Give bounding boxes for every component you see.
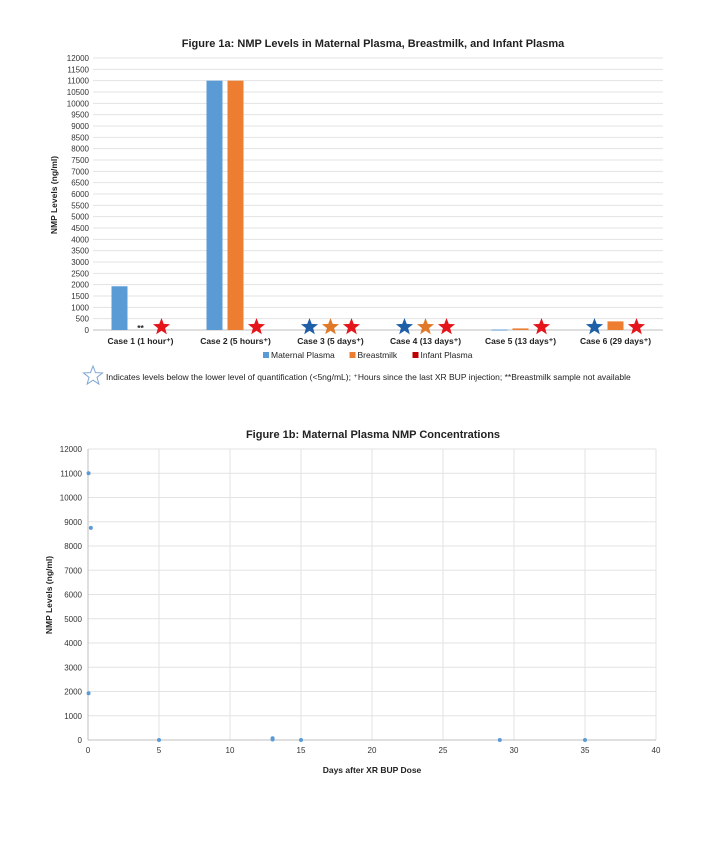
star-icon [438,318,455,334]
y-tick-label: 2000 [71,280,89,290]
scatter-points [87,471,587,742]
star-icon [343,318,360,334]
footnote-text: Indicates levels below the lower level of quantification (<5ng/mL); ⁺Hours since the last XR BUP injection; **Breastmilk sample not available [106,372,631,382]
category-label: Case 4 (13 days⁺) [389,336,462,346]
y-tick-label: 3500 [71,246,89,256]
legend-label: Breastmilk [357,350,398,360]
data-point [89,526,93,530]
y-tick-label: 4500 [71,224,89,233]
y-tick-label: 5000 [64,614,82,624]
y-tick-label: 10000 [59,493,82,503]
y-tick-label: 3000 [71,258,89,267]
chart-nmp-levels-by-case [0,0,720,400]
category-label: Case 2 (5 hours⁺) [200,336,271,346]
x-axis-categories [108,336,652,346]
y-tick-label: 500 [75,314,89,324]
y-tick-label: 4000 [64,639,82,648]
bar [608,321,624,330]
y-tick-label: 12000 [59,445,82,454]
y-tick-label: 6000 [64,590,82,600]
legend-swatch [413,352,419,358]
footnote [83,366,631,384]
data-point [87,471,91,475]
y-tick-label: 1500 [71,292,89,301]
y-tick-label: 8000 [71,144,89,154]
gridlines [88,449,656,740]
y-tick-label: 10500 [66,88,89,97]
x-axis-ticks [86,746,661,755]
y-axis-label: NMP Levels (ng/ml) [49,155,59,235]
star-icon [248,318,265,334]
star-icon [153,318,170,334]
x-tick-label: 0 [85,746,91,755]
y-tick-label: 9500 [71,110,89,120]
legend [263,350,473,360]
data-point [157,738,161,742]
y-tick-label: 7000 [64,566,82,576]
y-tick-label: 7500 [71,156,89,165]
y-tick-label: 10000 [66,99,89,109]
bar [112,286,128,330]
y-tick-label: 8000 [64,542,82,551]
category-label: Case 3 (5 days⁺) [297,336,364,346]
y-tick-label: 11000 [67,76,89,86]
data-point [299,738,303,742]
y-tick-label: 0 [84,326,89,335]
gridlines [93,58,663,330]
chart-title: Figure 1b: Maternal Plasma NMP Concentrations [245,429,501,441]
star-icon [628,318,645,334]
y-tick-label: 9000 [71,122,89,131]
data-point [87,691,91,695]
y-tick-label: 11500 [67,65,89,75]
not-available-marker: ** [137,323,144,333]
y-tick-label: 0 [77,736,82,745]
y-tick-label: 1000 [64,711,82,721]
y-tick-label: 5000 [71,212,89,222]
bar [492,330,508,331]
star-icon [396,318,413,334]
y-tick-label: 2000 [64,687,82,697]
bar [513,328,529,330]
y-tick-label: 1000 [71,303,89,313]
y-tick-label: 6500 [71,178,89,188]
chart-title: Figure 1a: NMP Levels in Maternal Plasma, Breastmilk, and Infant Plasma [181,38,565,50]
x-tick-label: 40 [651,746,661,755]
star-icon [322,318,339,334]
category-label: Case 5 (13 days⁺) [484,336,557,346]
x-tick-label: 25 [438,746,448,755]
y-tick-label: 7000 [71,167,89,177]
legend-swatch [350,352,356,358]
data-point [271,738,275,742]
star-icon [417,318,434,334]
x-tick-label: 5 [156,746,162,755]
bar [207,81,223,330]
y-tick-label: 9000 [64,517,82,527]
y-tick-label: 12000 [66,54,89,63]
y-tick-label: 2500 [71,269,89,279]
x-tick-label: 10 [225,746,235,755]
x-tick-label: 30 [509,746,519,755]
x-axis-label: Days after XR BUP Dose [322,765,422,775]
y-axis-label: NMP Levels (ng/ml) [44,555,54,635]
star-icon [533,318,550,334]
y-axis-ticks [60,445,83,745]
data-point [498,738,502,742]
star-icon [301,318,318,334]
category-label: Case 1 (1 hour⁺) [107,336,174,346]
y-tick-label: 5500 [71,201,89,211]
category-label: Case 6 (29 days⁺) [579,336,652,346]
star-icon [586,318,603,334]
y-tick-label: 6000 [71,190,89,199]
x-tick-label: 35 [580,746,590,755]
outline-star-icon [83,366,102,384]
legend-label: Infant Plasma [420,350,473,360]
data-point [583,738,587,742]
y-tick-label: 8500 [71,133,89,143]
legend-label: Maternal Plasma [271,350,335,360]
legend-swatch [263,352,269,358]
x-tick-label: 20 [367,746,377,755]
y-axis-ticks [67,54,90,335]
data-point [271,736,275,740]
y-tick-label: 3000 [64,663,82,673]
y-tick-label: 4000 [71,235,89,245]
y-tick-label: 11000 [60,469,82,479]
bar [228,81,244,330]
x-tick-label: 15 [296,746,306,755]
